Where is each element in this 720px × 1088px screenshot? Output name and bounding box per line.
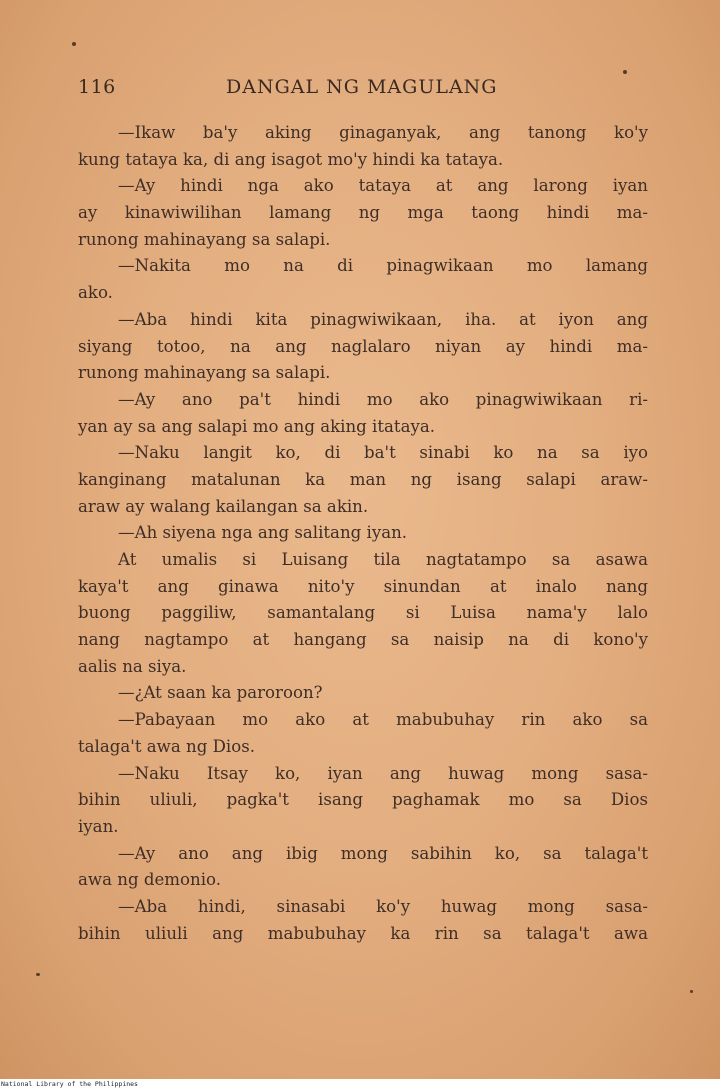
text-line: —Nakita mo na di pinagwikaan mo lamang [118,256,648,276]
text-line: runong mahinayang sa salapi. [78,229,331,249]
body-text [78,120,648,947]
text-line: buong paggiliw, samantalang si Luisa nama'y lalo [78,603,648,623]
ink-speck [690,990,693,993]
text-line: —Aba hindi kita pinagwiwikaan, iha. at iyon ang [118,309,648,329]
page-number: 116 [78,76,116,98]
text-line: iyan. [78,816,119,836]
text-line: yan ay sa ang salapi mo ang aking itataya. [78,416,436,436]
text-line: runong mahinayang sa salapi. [78,363,331,383]
running-title: DANGAL NG MAGULANG [226,76,498,98]
ink-speck [72,42,76,46]
text-line: kung tataya ka, di ang isagot mo'y hindi ka tataya. [78,149,504,169]
page-header [78,76,658,106]
text-line: —Ah siyena nga ang salitang iyan. [118,523,408,543]
text-line: kaya't ang ginawa nito'y sinundan at inalo nang [78,576,648,596]
text-line: bihin uliuli ang mabubuhay ka rin sa talaga't awa [78,923,648,943]
text-line: —¿At saan ka paroroon? [118,683,323,703]
library-credit: National Library of the Philippines [1,1080,138,1088]
text-line: —Naku langit ko, di ba't sinabi ko na sa iyo [118,443,648,463]
text-line: —Ay hindi nga ako tataya at ang larong iyan [118,176,648,196]
text-line: —Ikaw ba'y aking ginaganyak, ang tanong ko'y [118,123,648,142]
text-line: —Ay ano pa't hindi mo ako pinagwiwikaan ri- [118,389,648,409]
text-line: awa ng demonio. [78,870,221,890]
text-line: —Aba hindi, sinasabi ko'y huwag mong sasa- [118,896,648,916]
text-line: siyang totoo, na ang naglalaro niyan ay hindi ma- [78,336,648,356]
text-line: talaga't awa ng Dios. [78,736,256,756]
text-line: kanginang matalunan ka man ng isang salapi araw- [78,469,648,489]
text-line: —Ay ano ang ibig mong sabihin ko, sa talaga't [118,843,648,863]
text-line: At umalis si Luisang tila nagtatampo sa asawa [118,550,648,569]
text-line: —Naku Itsay ko, iyan ang huwag mong sasa- [118,763,648,783]
ink-speck [36,973,40,976]
text-line: —Pabayaan mo ako at mabubuhay rin ako sa [118,710,648,730]
text-line: araw ay walang kailangan sa akin. [78,496,369,516]
ink-speck [623,70,627,74]
text-line: nang nagtampo at hangang sa naisip na di kono'y [78,630,648,650]
text-line: ako. [78,283,113,303]
text-line: aalis na siya. [78,656,187,676]
text-line: ay kinawiwilihan lamang ng mga taong hindi ma- [78,203,648,223]
text-line: bihin uliuli, pagka't isang paghamak mo sa Dios [78,790,648,810]
